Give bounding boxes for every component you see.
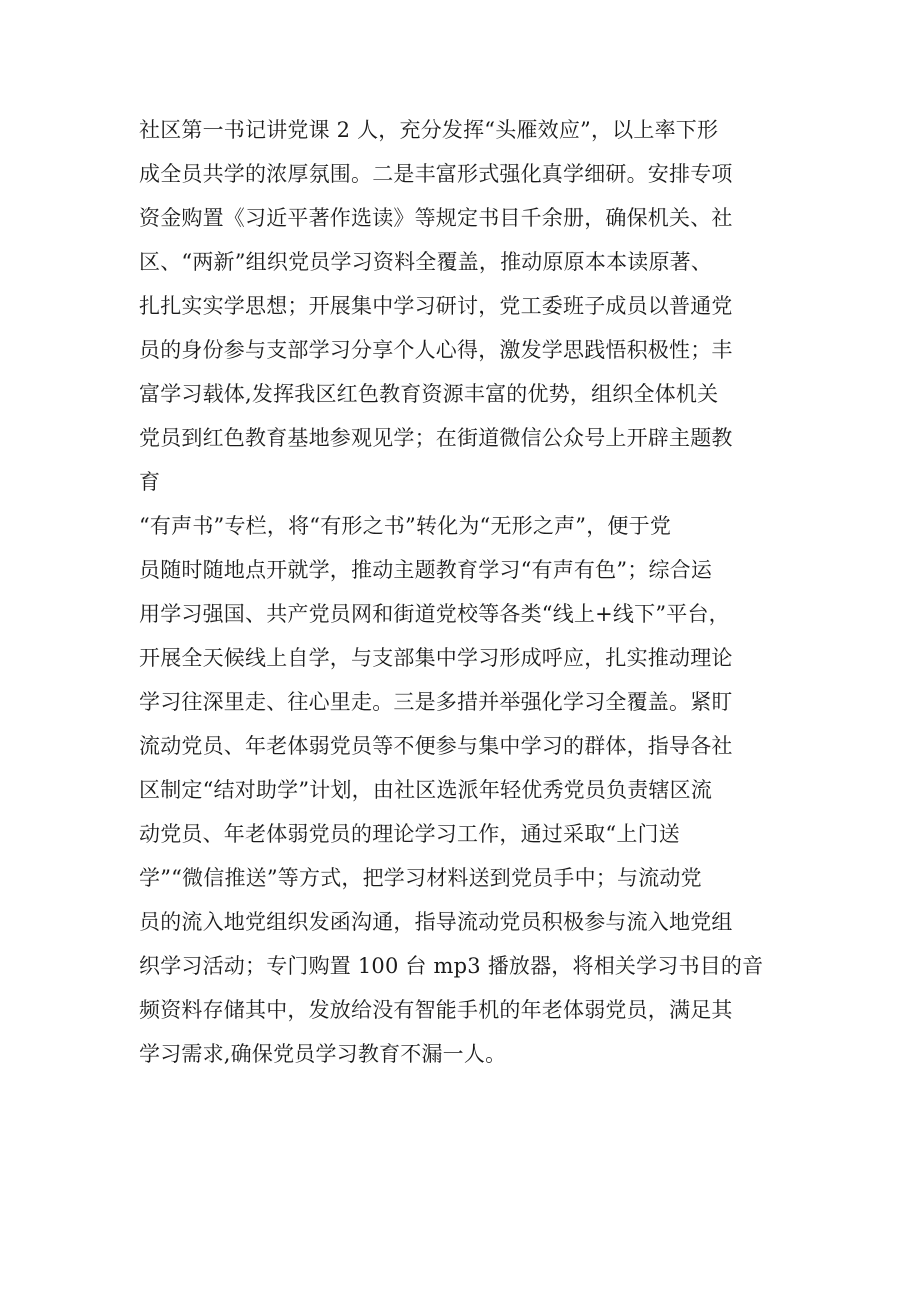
text-line: 流动党员、年老体弱党员等不便参与集中学习的群体，指导各社 [139,734,733,758]
text-line: 学习往深里走、往心里走。三是多措并举强化学习全覆盖。紧盯 [139,690,733,714]
text-line: 学”“微信推送”等方式，把学习材料送到党员手中；与流动党 [139,866,702,890]
text-line: 成全员共学的浓厚氛围。二是丰富形式强化真学细研。安排专项 [139,162,733,186]
text-line: 区、“两新”组织党员学习资料全覆盖，推动原原本本读原著、 [139,250,713,274]
text-line: “有声书”专栏，将“有形之书”转化为“无形之声”，便于党 [139,514,672,538]
text-line: 员的流入地党组织发函沟通，指导流动党员积极参与流入地党组 [139,910,733,934]
text-line: 员随时随地点开就学，推动主题教育学习“有声有色”；综合运 [139,558,713,582]
text-line: 党员到红色教育基地参观见学；在街道微信公众号上开辟主题教 [139,426,733,450]
text-line: 育 [139,470,161,494]
text-line: 织学习活动；专门购置 100 台 mp3 播放器，将相关学习书目的音 [139,954,764,978]
text-line: 资金购置《习近平著作选读》等规定书目千余册，确保机关、社 [139,206,733,230]
text-line: 扎扎实实学思想；开展集中学习研讨，党工委班子成员以普通党 [139,294,733,318]
text-line: 区制定“结对助学”计划，由社区选派年轻优秀党员负责辖区流 [139,778,713,802]
text-line: 动党员、年老体弱党员的理论学习工作，通过采取“上门送 [139,822,680,846]
text-line: 用学习强国、共产党员网和街道党校等各类“线上+线下”平台， [139,602,730,626]
text-line: 学习需求,确保党员学习教育不漏一人。 [139,1042,507,1066]
text-line: 开展全天候线上自学，与支部集中学习形成呼应，扎实推动理论 [139,646,733,670]
body-text [139,108,799,1076]
text-line: 富学习载体,发挥我区红色教育资源丰富的优势，组织全体机关 [139,382,719,406]
text-line: 频资料存储其中，发放给没有智能手机的年老体弱党员，满足其 [139,998,733,1022]
text-line: 员的身份参与支部学习分享个人心得，激发学思践悟积极性；丰 [139,338,733,362]
text-line: 社区第一书记讲党课 2 人，充分发挥“头雁效应”，以上率下形 [139,118,719,142]
